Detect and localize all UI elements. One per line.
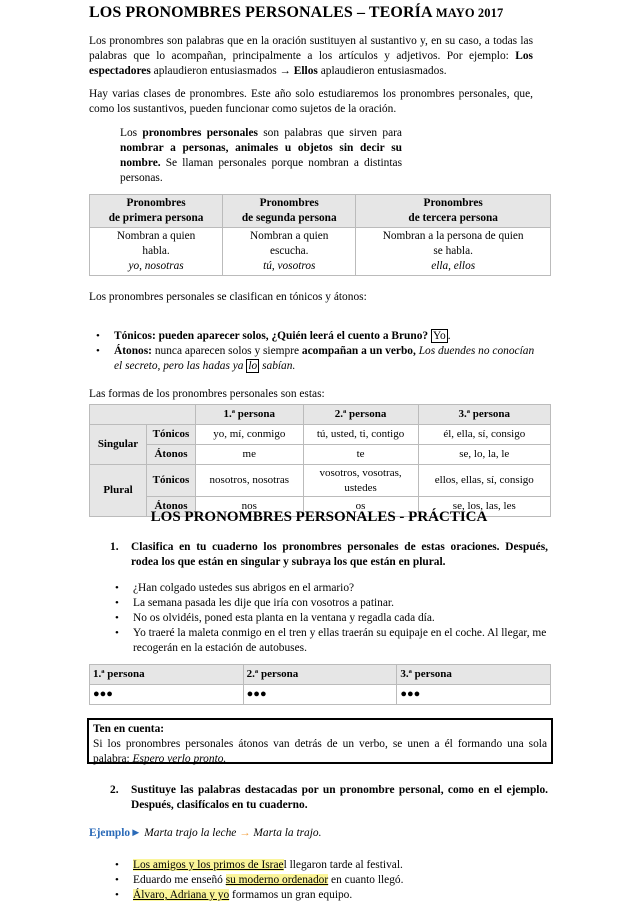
- arrow-icon: →: [239, 827, 251, 839]
- exercise-2: 2. Sustituye las palabras destacadas por un pronombre personal, como en el ejemplo. Después, clasifícalos en tu cuaderno.: [110, 784, 548, 812]
- exercise-1: 1. Clasifica en tu cuaderno los pronombres personales de estas oraciones. Después, rodea los que están en singular y subraya los que están en plural.: [110, 541, 548, 569]
- exercise-1-sentences: [108, 581, 553, 656]
- list-item: • No os olvidéis, poned esta planta en la ventana y regadla cada día.: [108, 611, 553, 626]
- page-title: [89, 2, 503, 23]
- arrow-icon: →: [279, 65, 291, 78]
- tonic-atonic-list: [89, 329, 541, 374]
- definition-text: Los pronombres personales son palabras que sirven para nombrar a personas, animales u objetos sin decir su nombre. Se llaman personales porque nombran a distintas personas.: [120, 127, 402, 185]
- list-item: • Eduardo me enseñó su moderno ordenador en cuanto llegó.: [108, 873, 553, 888]
- list-item: • Los amigos y los primos de Israel llegaron tarde al festival.: [108, 858, 553, 873]
- list-item: • Tónicos: pueden aparecer solos, ¿Quién leerá el cuento a Bruno? Yo .: [89, 329, 541, 344]
- exercise-2-sentences: [108, 858, 553, 903]
- list-item: • Yo traeré la maleta conmigo en el tren y ellas traerán su equipaje en el coche. Al llegar, me recogerán en la estación de autobuses.: [108, 626, 553, 656]
- intro-paragraph-1: Los pronombres son palabras que en la oración sustituyen al sustantivo y, en su caso, a todas las palabras que lo acompañan, principalmente a los artículos y adjetivos. Por ejemplo: Los espectadores aplaudieron entusiasmados → Ellos aplaudieron entusiasmados.: [89, 35, 533, 78]
- header-third-person: Pronombres de tercera persona: [356, 195, 551, 228]
- forms-table: 1.ª persona 2.ª persona 3.ª persona Singular Tónicos yo, mí, conmigo tú, usted, ti, contigo él, ella, sí, consigo Átonos me te se, lo, la, le Plural Tónicos nosotros, nosotras vosotros, vosotras, ustedes ellos, ellas, sí, consigo Átonos nos os se, los, las, les: [89, 404, 551, 517]
- cell-second-person: Nombran a quien escucha. tú, vosotros: [223, 227, 356, 275]
- intro-paragraph-2: Hay varias clases de pronombres. Este año solo estudiaremos los pronombres personales, que, como los sustantivos, pueden funcionar como sujetos de la oración.: [89, 88, 533, 116]
- cell-third-person: Nombran a la persona de quien se habla. ella, ellos: [356, 227, 551, 275]
- header-second-person: Pronombres de segunda persona: [223, 195, 356, 228]
- list-item: • La semana pasada les dije que iría con vosotros a patinar.: [108, 596, 553, 611]
- note-box: [87, 718, 553, 764]
- list-item: • ¿Han colgado ustedes sus abrigos en el armario?: [108, 581, 553, 596]
- answer-table: 1.ª persona 2.ª persona 3.ª persona ●●● ●●● ●●●: [89, 664, 551, 705]
- persons-table: [89, 194, 551, 276]
- cell-first-person: Nombran a quien habla. yo, nosotras: [90, 227, 223, 275]
- title-date: MAYO 2017: [435, 6, 504, 20]
- note-text: Si los pronombres personales átonos van detrás de un verbo, se unen a él formando una sola palabra: Espero verlo pronto.: [93, 738, 547, 766]
- list-item: • Átonos: nunca aparecen solos y siempre acompañan a un verbo, Los duendes no conocían el secreto, pero las hadas ya lo sabían.: [89, 344, 541, 374]
- list-item: • Álvaro, Adriana y yo formamos un gran equipo.: [108, 888, 553, 903]
- play-icon: ►: [130, 827, 142, 839]
- example-line: Ejemplo► Marta trajo la leche → Marta la trajo.: [89, 827, 322, 839]
- note-title: Ten en cuenta:: [93, 723, 165, 735]
- forms-text: Las formas de los pronombres personales son estas:: [89, 388, 325, 400]
- practice-title: LOS PRONOMBRES PERSONALES - PRÁCTICA: [150, 509, 488, 525]
- header-first-person: Pronombres de primera persona: [90, 195, 223, 228]
- classify-text: Los pronombres personales se clasifican en tónicos y átonos:: [89, 291, 367, 303]
- title-main: LOS PRONOMBRES PERSONALES – TEORÍA: [89, 4, 432, 21]
